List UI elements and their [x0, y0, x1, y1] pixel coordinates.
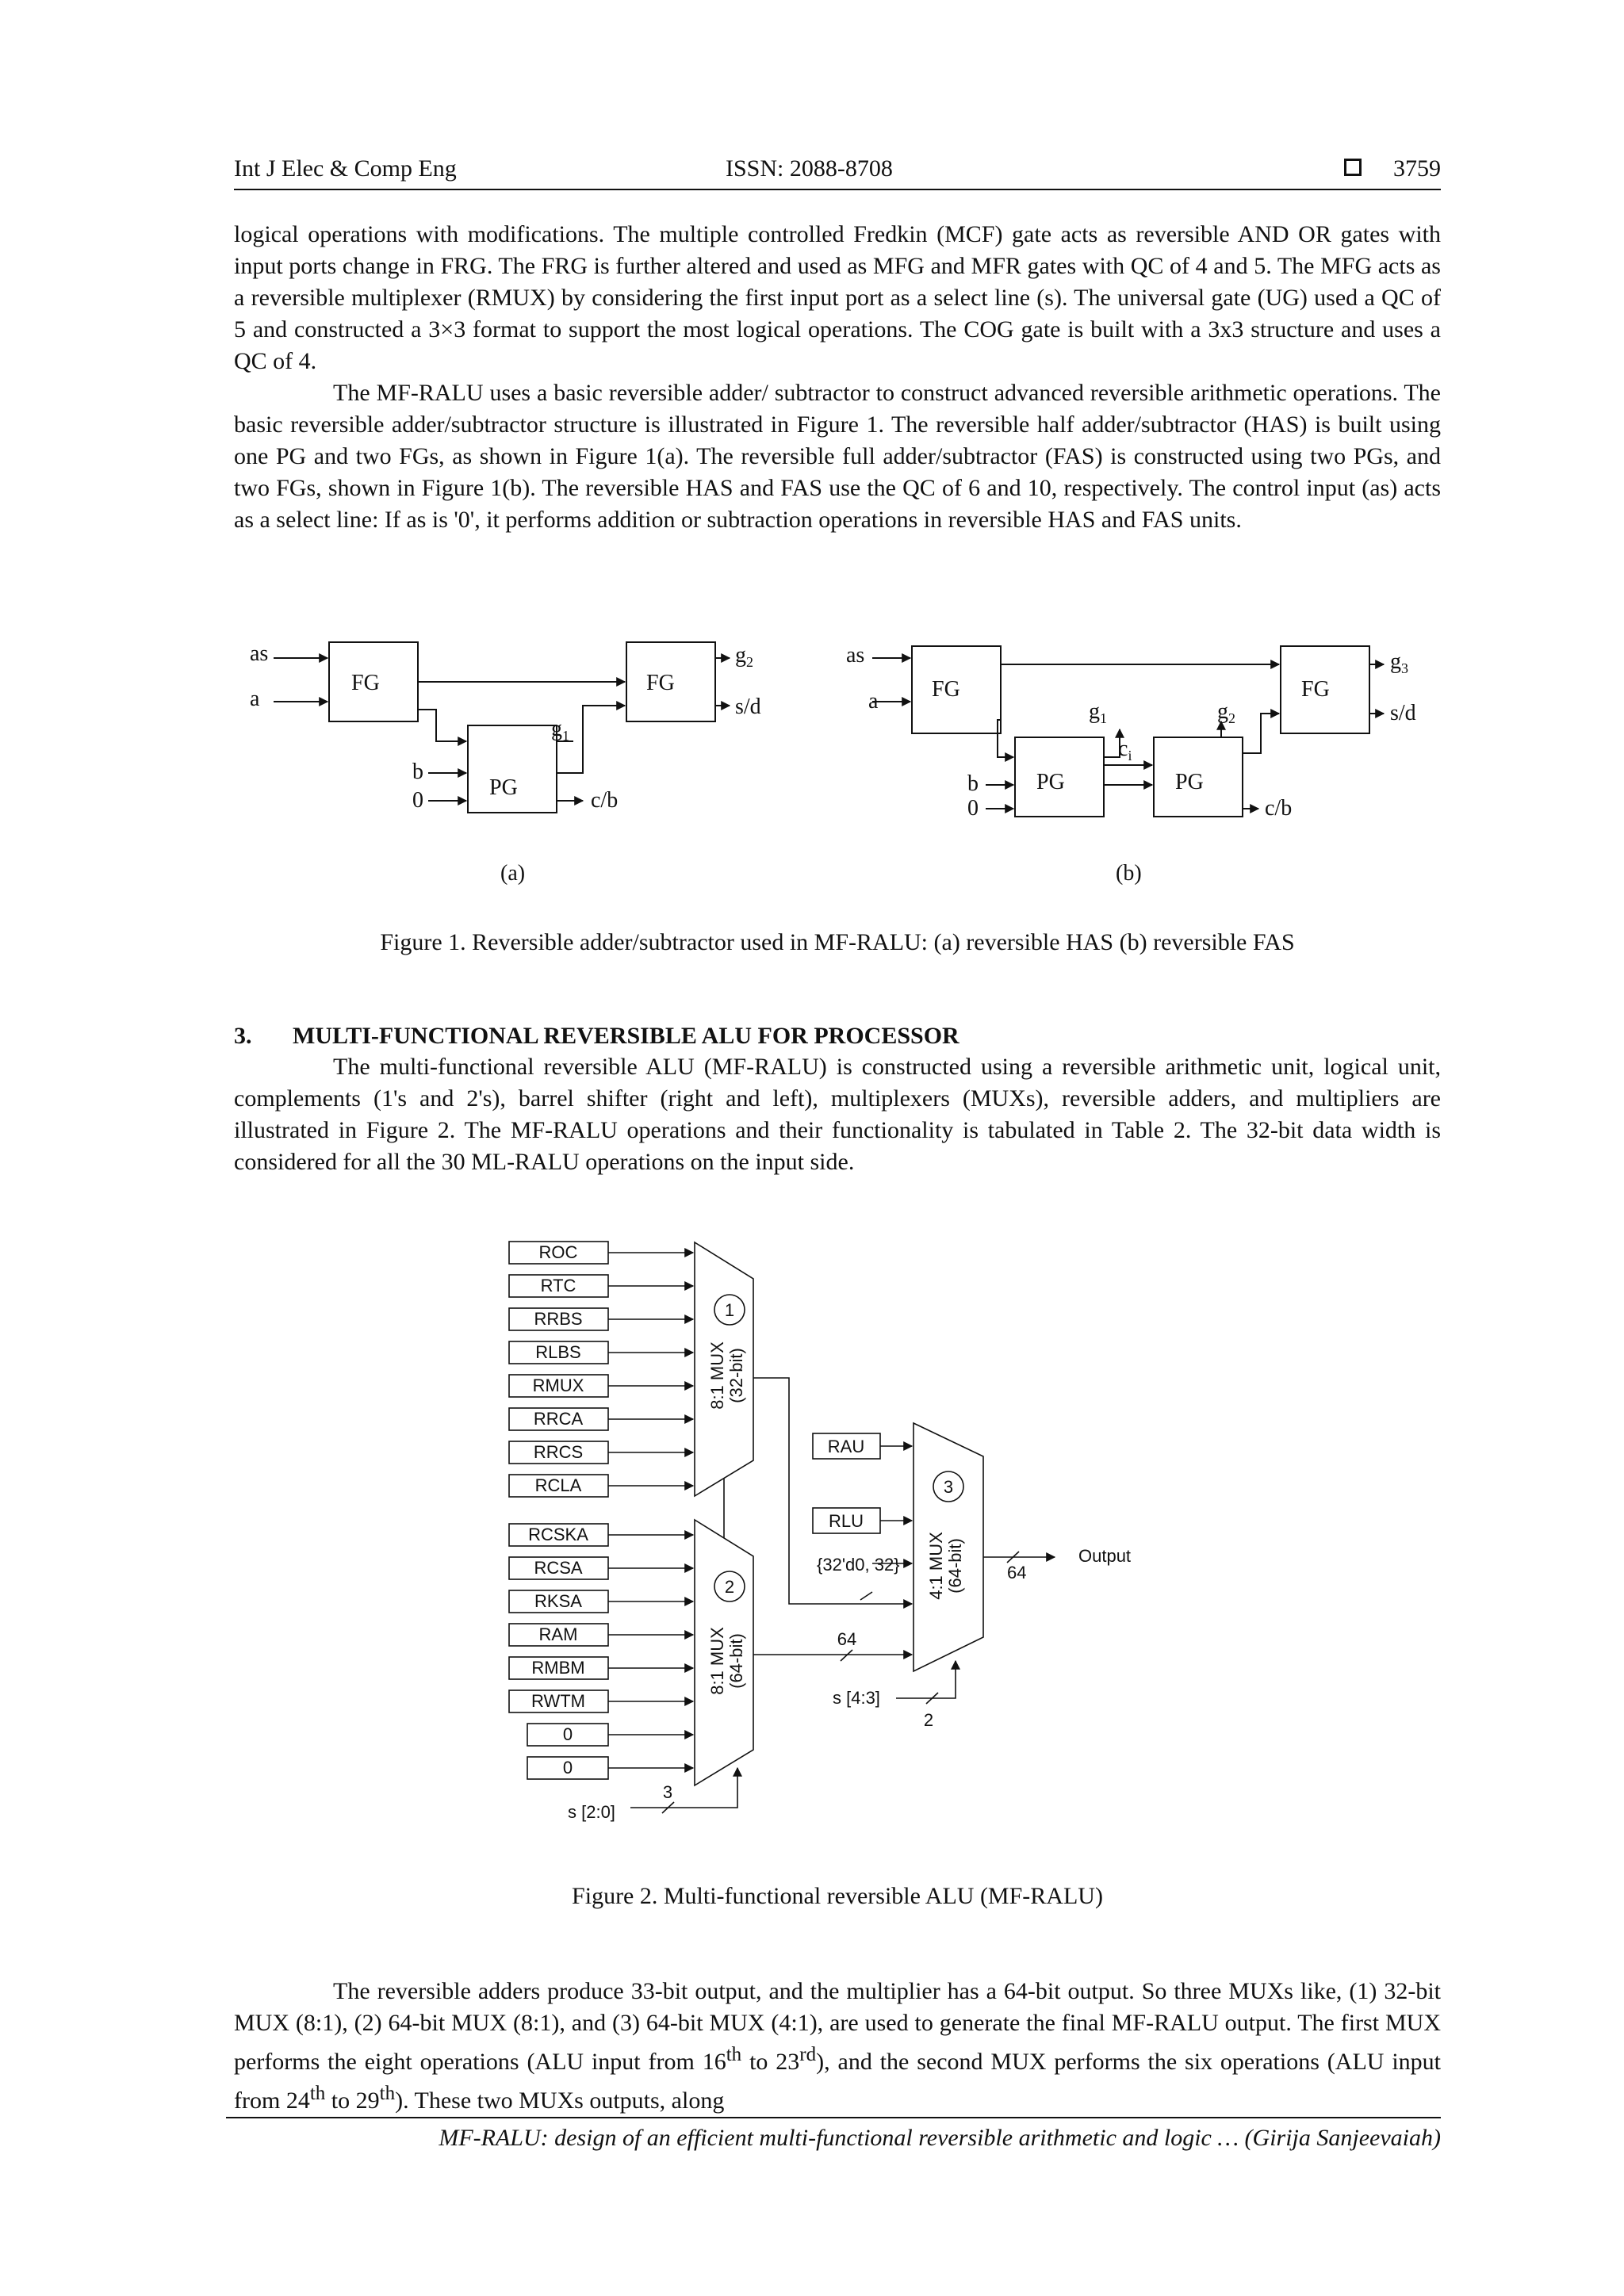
- journal-name: Int J Elec & Comp Eng: [234, 155, 457, 182]
- figure-1-caption: Figure 1. Reversible adder/subtractor used in MF-RALU: (a) reversible HAS (b) reversible FAS: [380, 929, 1295, 955]
- mux2-input-rmbm: RMBM: [531, 1658, 585, 1678]
- fig1a-gate-fg2: FG: [646, 671, 675, 695]
- mux2-input-rwtm: RWTM: [530, 1691, 586, 1711]
- mux2-input-ram: RAM: [538, 1624, 578, 1644]
- fig1a-sd-label: s/d: [735, 695, 761, 719]
- fig1b-input-as: as: [846, 643, 865, 668]
- concat-label: {32'd0, 32}: [817, 1555, 900, 1575]
- mux2-input-rksa: RKSA: [534, 1591, 582, 1611]
- mux1-input-rtc: RTC: [540, 1276, 576, 1295]
- footer-rule: [226, 2117, 1441, 2118]
- mux1-input-roc: ROC: [538, 1242, 578, 1262]
- fig1a-g1-label: $g_1$: [551, 717, 569, 744]
- fig1b-input-b: b: [967, 771, 979, 796]
- header-rule: [234, 189, 1441, 190]
- mux1-input-rrcs: RRCS: [533, 1442, 584, 1462]
- fig1a-cb-label: c/b: [591, 788, 619, 813]
- fig1b-sd-label: s/d: [1390, 701, 1416, 725]
- fig1b-gate-fg1: FG: [932, 677, 960, 702]
- select-low-label: s [2:0]: [568, 1802, 615, 1822]
- figure-2: [500, 1225, 1150, 1843]
- page-footer: MF-RALU: design of an efficient multi-functional reversible arithmetic and logic … (Girija Sanjeevaiah): [439, 2125, 1441, 2151]
- square-bullet-icon: [1344, 159, 1362, 176]
- figure-1: [234, 626, 1441, 912]
- mux2-input-zero-1: 0: [562, 1724, 573, 1744]
- fig1a-input-b: b: [412, 760, 423, 784]
- fig1a-g2-label: $g_2$: [735, 643, 753, 670]
- section-heading: [234, 1023, 959, 1050]
- mux1-input-rcla: RCLA: [534, 1475, 582, 1495]
- figure-2-caption: Figure 2. Multi-functional reversible ALU (MF-RALU): [572, 1883, 1103, 1909]
- select-low-width: 3: [662, 1782, 673, 1802]
- fig1b-input-0: 0: [967, 796, 979, 821]
- paragraph-4: The reversible adders produce 33-bit output, and the multiplier has a 64-bit output. So three MUXs like, (1) 32-bit MUX (8:1), (2) 64-bit MUX (8:1), and (3) 64-bit MUX (4:1), are used to generate the final MF-RALU output. The first MUX performs the eight operations (ALU input from 16th to 23rd), and the second MUX performs the six operations (ALU input from 24th to 29th). These two MUXs outputs, along: [234, 1978, 1441, 2114]
- mux1-label-line1: 8:1 MUX: [707, 1341, 727, 1410]
- page-number: 3759: [1393, 155, 1441, 182]
- fig1a-input-0: 0: [412, 788, 423, 813]
- fig1b-gate-pg1: PG: [1036, 770, 1065, 794]
- fig1a-sublabel: (a): [500, 861, 526, 886]
- mux3-input-rau: RAU: [827, 1437, 865, 1456]
- fig1b-gate-fg2: FG: [1301, 677, 1330, 702]
- fig1b-g1-label: $g_1$: [1089, 699, 1107, 726]
- fig1b-sublabel: (b): [1116, 861, 1142, 886]
- mux2-number: 2: [724, 1577, 735, 1597]
- page-header: [234, 155, 1441, 190]
- mux2-input-rcska: RCSKA: [528, 1525, 588, 1544]
- fig1a-gate-pg: PG: [489, 775, 518, 800]
- mux3-number: 3: [943, 1477, 954, 1497]
- fig1b-g2-label: $g_2$: [1217, 699, 1235, 726]
- select-high-label: s [4:3]: [833, 1688, 880, 1708]
- section-title: MULTI-FUNCTIONAL REVERSIBLE ALU FOR PROCESSOR: [293, 1023, 959, 1049]
- mux2-label-line2: (64-bit): [726, 1633, 746, 1689]
- mux2-input-zero-2: 0: [562, 1758, 573, 1777]
- fig1b-ci-label: $c_i$: [1118, 737, 1132, 763]
- mux1-input-rrbs: RRBS: [534, 1309, 583, 1329]
- mux1-input-rrca: RRCA: [533, 1409, 584, 1429]
- mux1-input-rmux: RMUX: [532, 1376, 584, 1395]
- paragraph-2: The MF-RALU uses a basic reversible adder/ subtractor to construct advanced reversible arithmetic operations. The basic reversible adder/subtractor structure is illustrated in Figure 1. The reversible half adder/subtractor (HAS) is built using one PG and two FGs, as shown in Figure 1(a). The reversible full adder/subtractor (FAS) is constructed using two PGs, and two FGs, shown in Figure 1(b). The reversible HAS and FAS use the QC of 6 and 10, respectively. The control input (as) acts as a select line: If as is '0', it performs addition or subtraction operations in reversible HAS and FAS units.: [234, 380, 1441, 533]
- fig1b-g3-label: $g_3$: [1390, 649, 1408, 676]
- fig1b-gate-pg2: PG: [1175, 770, 1204, 794]
- paragraph-3: The multi-functional reversible ALU (MF-RALU) is constructed using a reversible arithmetic unit, logical unit, complements (1's and 2's), barrel shifter (right and left), multiplexers (MUXs), reversible adders, and multipliers are illustrated in Figure 2. The MF-RALU operations and their functionality is tabulated in Table 2. The 32-bit data width is considered for all the 30 ML-RALU operations on the input side.: [234, 1054, 1441, 1175]
- mux1-number: 1: [724, 1300, 735, 1320]
- width-64-out: 64: [1007, 1563, 1027, 1582]
- fig1a-input-a: a: [250, 687, 260, 711]
- fig1b-cb-label: c/b: [1265, 796, 1293, 821]
- mux2-label-line1: 8:1 MUX: [707, 1627, 727, 1695]
- mux3-input-rlu: RLU: [828, 1511, 864, 1531]
- width-64-mid: 64: [837, 1629, 857, 1649]
- mux3-label-line2: (64-bit): [945, 1538, 965, 1594]
- mux2-input-rcsa: RCSA: [534, 1558, 583, 1578]
- fig1b-input-a: a: [868, 689, 879, 714]
- mux1-input-rlbs: RLBS: [535, 1342, 581, 1362]
- issn: ISSN: 2088-8708: [726, 155, 893, 182]
- fig1a-gate-fg1: FG: [351, 671, 380, 695]
- fig1a-input-as: as: [250, 641, 269, 666]
- section-number: 3.: [234, 1023, 252, 1049]
- output-label: Output: [1078, 1546, 1132, 1566]
- mux1-label-line2: (32-bit): [726, 1348, 746, 1403]
- paragraph-1: logical operations with modifications. The multiple controlled Fredkin (MCF) gate acts as reversible AND OR gates with input ports change in FRG. The FRG is further altered and used as MFG and MFR gates with QC of 4 and 5. The MFG acts as a reversible multiplexer (RMUX) by considering the first input port as a select line (s). The universal gate (UG) used a QC of 5 and constructed a 3×3 format to support the most logical operations. The COG gate is built with a 3x3 structure and uses a QC of 4.: [234, 221, 1441, 374]
- select-high-width: 2: [923, 1710, 934, 1730]
- mux3-label-line1: 4:1 MUX: [926, 1532, 946, 1600]
